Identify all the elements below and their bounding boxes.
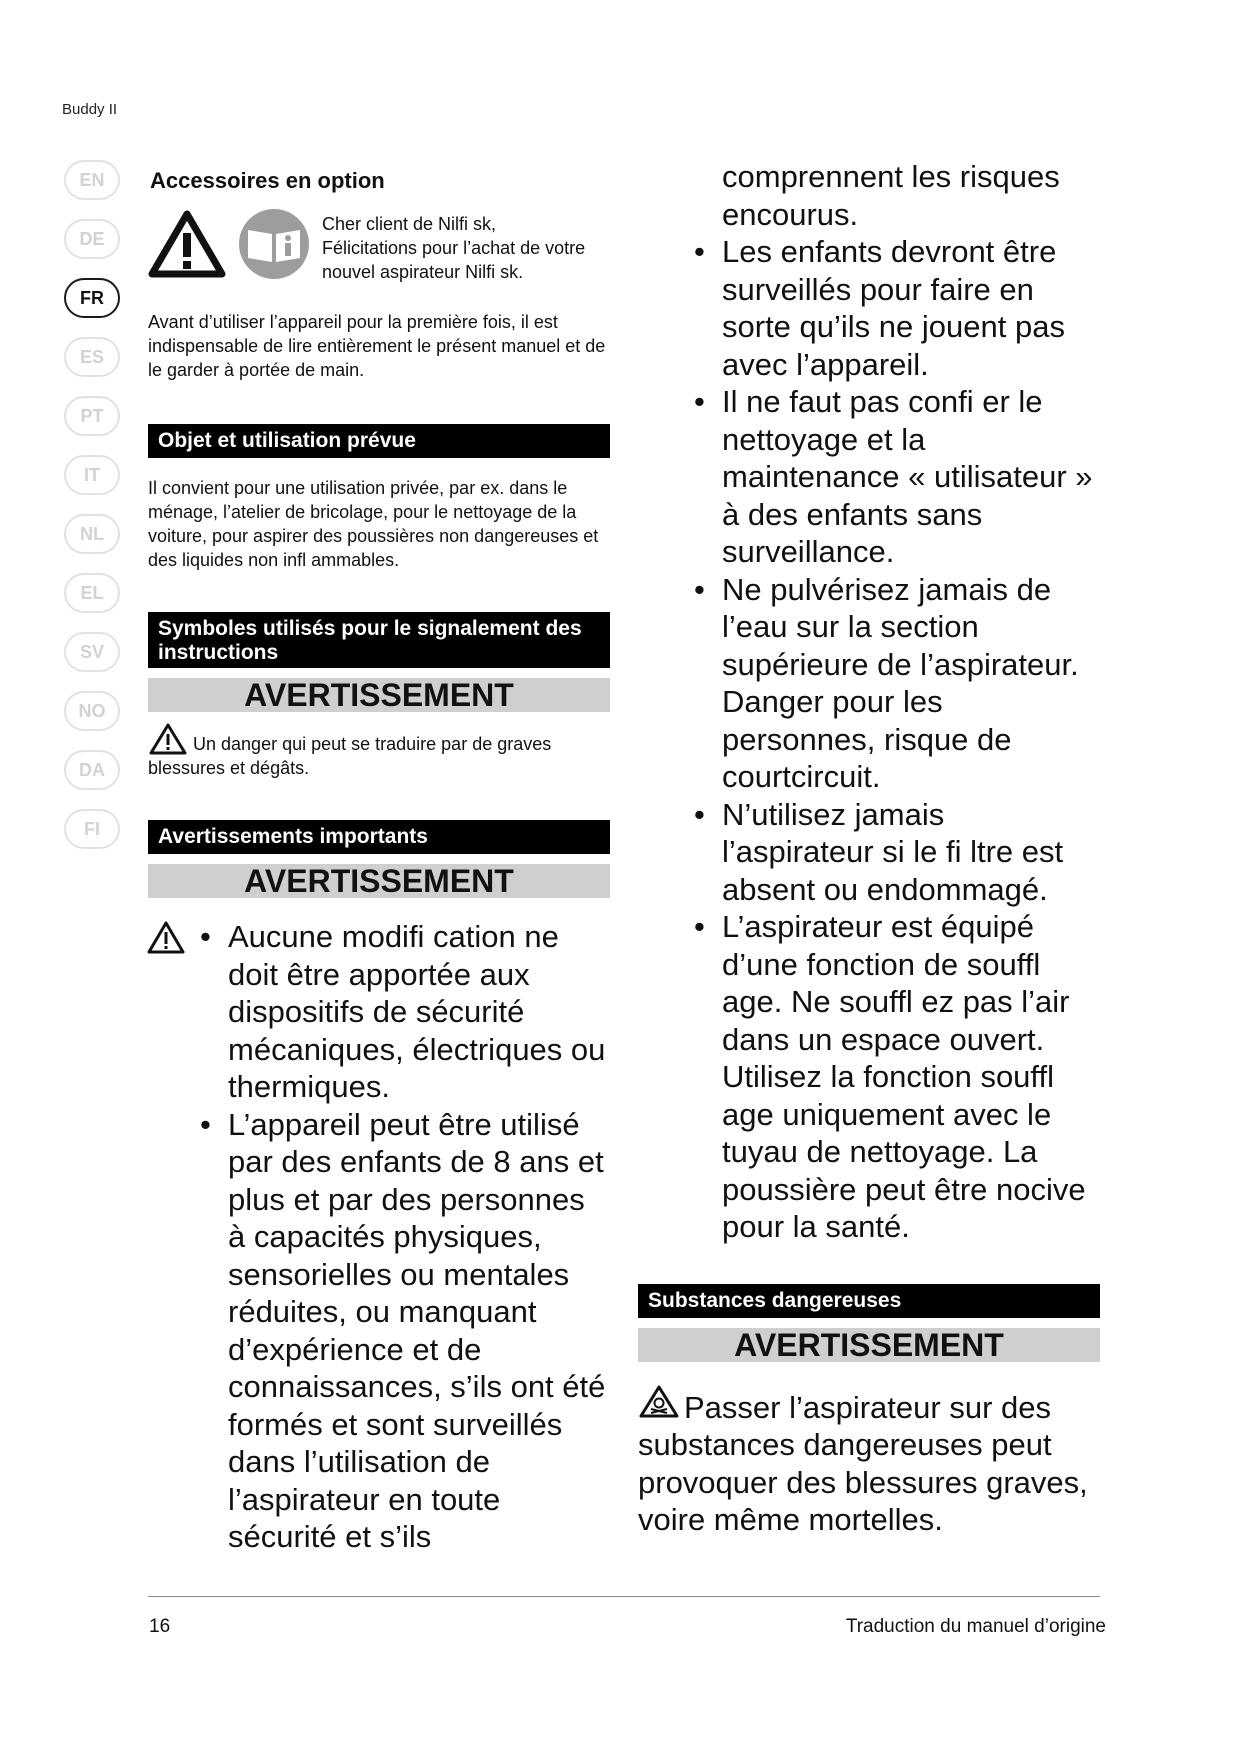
greeting-line-2: Félicitations pour l’achat de votre nouvel aspirateur Nilfi sk. — [322, 238, 586, 282]
footer-divider — [148, 1596, 1100, 1597]
lang-tab-pt[interactable]: PT — [64, 396, 120, 436]
symbols-warning-block — [148, 722, 610, 780]
document-header-title: Buddy II — [62, 101, 118, 118]
lang-tab-fr[interactable]: FR — [64, 278, 120, 318]
bullet-item: • Les enfants devront être surveillés pour faire en sorte qu’ils ne jouent pas avec l’appareil. — [694, 233, 1100, 383]
page-number: 16 — [149, 1616, 171, 1637]
important-warning-icon — [146, 920, 186, 956]
important-bullet-list-left — [200, 918, 610, 1556]
lang-tab-de[interactable]: DE — [64, 219, 120, 259]
purpose-section-bar: Objet et utilisation prévue — [148, 424, 610, 458]
bullet-item: • N’utilisez jamais l’aspirateur si le fi ltre est absent ou endommagé. — [694, 796, 1100, 909]
lang-tab-es[interactable]: ES — [64, 337, 120, 377]
dangerous-warning-label: AVERTISSEMENT — [638, 1328, 1100, 1362]
lang-tab-nl[interactable]: NL — [64, 514, 120, 554]
lang-tab-fi[interactable]: FI — [64, 809, 120, 849]
right-column — [638, 158, 1100, 1539]
lang-tab-it[interactable]: IT — [64, 455, 120, 495]
toxic-warning-icon — [638, 1384, 680, 1420]
small-warning-icon — [148, 722, 188, 756]
intro-block — [148, 208, 610, 284]
dangerous-section-bar: Substances dangereuses — [638, 1284, 1100, 1318]
bullet-item: • Il ne faut pas confi er le nettoyage et la maintenance « utilisateur » à des enfants sans surveillance. — [694, 383, 1100, 571]
symbols-warning-label: AVERTISSEMENT — [148, 678, 610, 712]
bullet-item: • Ne pulvérisez jamais de l’eau sur la section supérieure de l’aspirateur. Danger pour les personnes, risque de courtcircuit. — [694, 571, 1100, 796]
bullet-item: • Aucune modifi cation ne doit être apportée aux dispositifs de sécurité mécaniques, électriques ou thermiques. — [200, 918, 610, 1106]
lang-tab-sv[interactable]: SV — [64, 632, 120, 672]
greeting-line-1: Cher client de Nilfi sk, — [322, 214, 497, 234]
important-section-bar: Avertissements importants — [148, 820, 610, 854]
footer-text: Traduction du manuel d’origine — [845, 1616, 1106, 1637]
important-warning-label: AVERTISSEMENT — [148, 864, 610, 898]
lang-tab-el[interactable]: EL — [64, 573, 120, 613]
important-warnings-left — [148, 918, 610, 1556]
lang-tab-da[interactable]: DA — [64, 750, 120, 790]
lang-tab-no[interactable]: NO — [64, 691, 120, 731]
dangerous-warning-block — [638, 1384, 1100, 1539]
important-bullet-list-right — [694, 233, 1100, 1246]
bullet-continuation: comprennent les risques encourus. — [722, 159, 1060, 232]
left-column — [148, 160, 610, 1556]
accessories-title: Accessoires en option — [150, 168, 385, 193]
bullet-item: • L’aspirateur est équipé d’une fonction de souffl age. Ne souffl ez pas l’air dans un espace ouvert. Utilisez la fonction souffl age uniquement avec le tuyau de nettoyage. La poussière peut être nocive pour la santé. — [694, 908, 1100, 1246]
purpose-paragraph: Il convient pour une utilisation privée, par ex. dans le ménage, l’atelier de bricolage, pour le nettoyage de la voiture, pour aspirer des poussières non dangereuses et des liquides non infl ammables. — [148, 478, 599, 570]
dangerous-warning-text: Passer l’aspirateur sur des substances dangereuses peut provoquer des blessures graves, voire même mortelles. — [638, 1389, 1088, 1537]
warning-triangle-icon — [148, 209, 226, 279]
symbols-section-bar: Symboles utilisés pour le signalement des instructions — [148, 612, 610, 668]
bullet-item: • L’appareil peut être utilisé par des enfants de 8 ans et plus et par des personnes à capacités physiques, sensorielles ou mentales réduites, ou manquant d’expérience et de connaissances, s’ils ont été formés et sont surveillés dans l’utilisation de l’aspirateur en toute sécurité et s’ils — [200, 1106, 610, 1556]
lang-tab-en[interactable]: EN — [64, 160, 120, 200]
symbols-warning-text: Un danger qui peut se traduire par de graves blessures et dégâts. — [148, 734, 552, 778]
read-manual-icon — [238, 208, 310, 280]
read-manual-paragraph: Avant d’utiliser l’appareil pour la première fois, il est indispensable de lire entièrement le présent manuel et de le garder à portée de main. — [148, 312, 606, 380]
greeting-text — [322, 212, 610, 284]
